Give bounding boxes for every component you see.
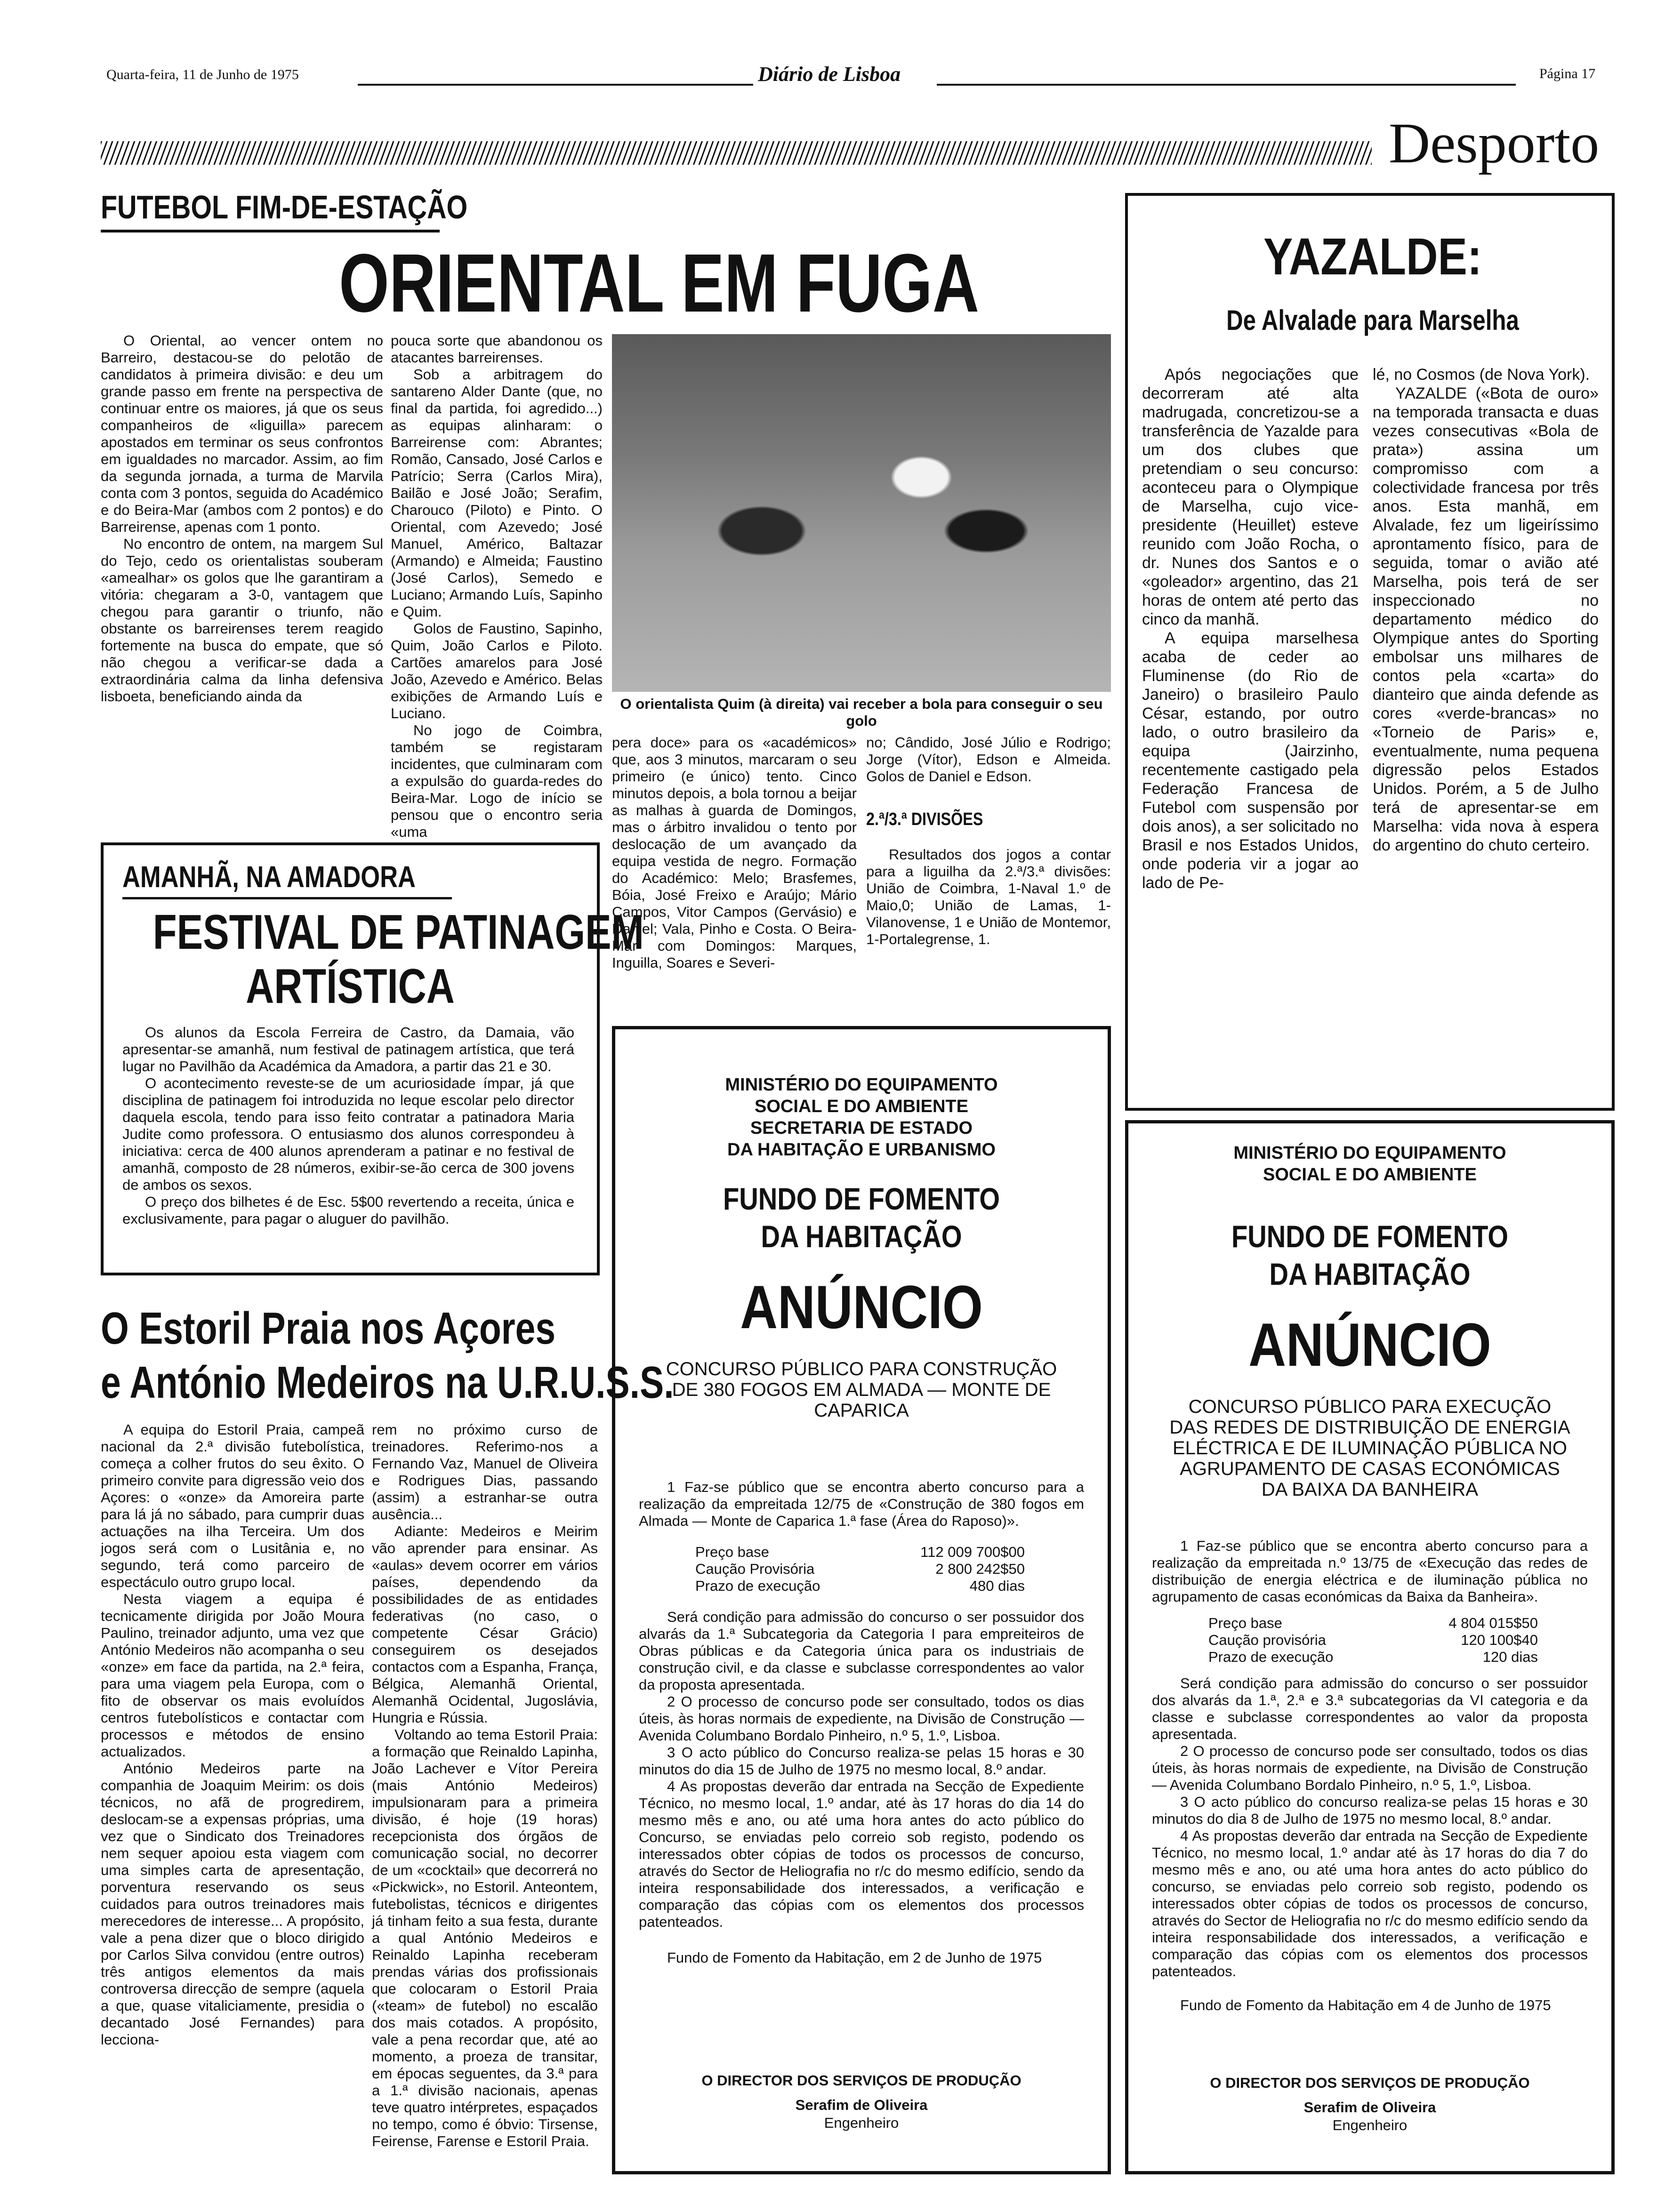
- oriental-column-2: [391, 332, 603, 840]
- festival-kicker: AMANHÃ, NA AMADORA: [122, 860, 416, 894]
- yazalde-subhead: De Alvalade para Marselha: [1226, 305, 1519, 336]
- ad1-title: ANÚNCIO: [740, 1273, 983, 1341]
- oriental-column-4: [866, 734, 1111, 1012]
- oriental-col4-p2: Resultados dos jogos a contar para a liguilha da 2.ª/3.ª divisões: União de Coimbra, 1-Naval 1.º de Maio,0; União de Lamas, 1-Vilanovense, 1 e União de Montemor, 1-Portalegrense, 1.: [866, 846, 1111, 947]
- ad2-concurso-line1: CONCURSO PÚBLICO PARA EXECUÇÃO: [1188, 1396, 1552, 1417]
- ad1-box: [612, 1026, 1111, 2174]
- festival-p2: O acontecimento reveste-se de um acuriosidade ímpar, já que disciplina de patinagem foi introduzida no leque escolar pelo director daquela escola, tendo para isso feito contratar a patinadora Maria Judite como professora. O entusiasmo dos alunos correspondeu à iniciativa: cerca de 400 alunos aprenderam a patinar e no festival de amanhã, composto de 28 números, exibir-se-ão cerca de 300 jovens de ambos os sexos.: [122, 1075, 574, 1193]
- festival-p1: Os alunos da Escola Ferreira de Castro, da Damaia, vão apresentar-se amanhã, num festival de patinagem artística, que terá lugar no Pavilhão da Académica da Amadora, a partir das 21 e 30.: [122, 1024, 574, 1074]
- oriental-column-3: [612, 734, 857, 1012]
- oriental-match-photo: [612, 334, 1111, 692]
- ad1-p1: 1 Faz-se público que se encontra aberto concurso para a realização da empreitada 12/75 de «Construção de 380 fogos em Almada — Monte de Caparica 1.ª fase (Área do Raposo)».: [639, 1479, 1084, 1529]
- yazalde-headline: YAZALDE:: [1263, 228, 1482, 286]
- ad2-price-label: Preço base: [1208, 1615, 1282, 1631]
- section-hatch-band: [101, 141, 1372, 165]
- estoril-col1-p2: Nesta viagem a equipa é tecnicamente dirigida por João Moura Paulino, treinador adjunto, uma vez que António Medeiros não acompanha o seu «onze» em face da partida, na 2.ª feira, para uma viagem pela Europa, com o fito de observar os mais evoluídos centros futebolísticos e contactar com processos e métodos de ensino actualizados.: [101, 1591, 364, 1760]
- festival-box: [101, 842, 644, 1275]
- ad1-p2: Será condição para admissão do concurso o ser possuidor dos alvarás da 1.ª Subcategoria da Categoria I para empreiteiros de Obras públicas e da Categoria única para os industriais de construção civil, e da classe e subclasse correspondentes ao valor da proposta apresentada.: [639, 1609, 1084, 1693]
- ad1-p5: 4 As propostas deverão dar entrada na Secção de Expediente Técnico, no mesmo local, 1.º andar, até às 17 horas do dia 14 do mesmo mês e ano, ou até uma hora antes do acto público do Concurso, se enviadas pelo correio sob registo, podendo os interessados obter cópias de todos os processos de concurso, através do Sector de Heliografia no r/c do mesmo edifício, sendo da inteira responsabilidade dos interessados, a verificação e comparação das cópias com os elementos dos processos patenteados.: [639, 1778, 1084, 1930]
- yazalde-column-2: [1373, 365, 1599, 1057]
- ad2-title: ANÚNCIO: [1248, 1310, 1491, 1379]
- festival-headline-line1: FESTIVAL DE PATINAGEM: [153, 905, 644, 960]
- ad2-signer-title: Engenheiro: [1332, 2117, 1408, 2133]
- ad1-director: O DIRECTOR DOS SERVIÇOS DE PRODUÇÃO: [701, 2072, 1022, 2089]
- ad1-fund-line1: FUNDO DE FOMENTO: [723, 1181, 1000, 1216]
- ad2-director: O DIRECTOR DOS SERVIÇOS DE PRODUÇÃO: [1210, 2075, 1530, 2091]
- ad1-prazo-label: Prazo de execução: [695, 1578, 820, 1594]
- oriental-col1-p2: No encontro de ontem, na margem Sul do Tejo, cedo os orientalistas souberam «amealhar» os golos que lhe garantiram a vitória: chegaram a 3-0, vantagem que chegou para garantir o triunfo, não obstante os barreirenses terem reagido fortemente na busca do empate, que só não chegou a verificar-se dada a extraordinária calma da linha defensiva lisboeta, beneficiando ainda da: [101, 536, 383, 705]
- ad2-p1: 1 Faz-se público que se encontra aberto concurso para a realização da empreitada n.º 13/75 de «Execução das redes de distribuição de energia eléctrica e de iluminação pública no agrupamento de casas económicas da Baixa da Banheira».: [1152, 1538, 1588, 1605]
- ad1-ministry-line2: SOCIAL E DO AMBIENTE: [755, 1097, 968, 1116]
- ad1-caucao-label: Caução Provisória: [695, 1561, 815, 1577]
- ad2-price-value: 4 804 015$50: [1448, 1615, 1538, 1631]
- estoril-col1-p1: A equipa do Estoril Praia, campeã nacional da 2.ª divisão futebolística, começa a colher frutos do seu êxito. O primeiro convite para digressão veio dos Açores: o «onze» da Amoreira parte para lá já no sábado, para cumprir duas actuações na ilha Terceira. Um dos jogos será com o Lusitânia e, no segundo, terá como parceiro de espectáculo outro grupo local.: [101, 1421, 364, 1590]
- ad2-p4: 3 O acto público do concurso realiza-se pelas 15 horas e 30 minutos do dia 8 de Julho de 1975 no mesmo local, 8.º andar.: [1152, 1794, 1588, 1827]
- section-title: Desporto: [1389, 112, 1600, 175]
- masthead-rule-left: [358, 84, 753, 86]
- ad2-p2: Será condição para admissão do concurso o ser possuidor dos alvarás da 1.ª, 2.ª e 3.ª subcategorias da VI categoria e da classe e subclasse correspondentes ao valor da proposta apresentada.: [1152, 1675, 1588, 1742]
- ad2-fund-line2: DA HABITAÇÃO: [1269, 1257, 1471, 1291]
- ad2-prazo-value: 120 dias: [1482, 1649, 1538, 1665]
- ad1-p3: 2 O processo de concurso pode ser consultado, todos os dias úteis, às horas normais de expediente, na Divisão de Construção — Avenida Columbano Bordalo Pinheiro, n.º 5, 1.º, Lisboa.: [639, 1693, 1084, 1744]
- ad2-concurso-line5: DA BAIXA DA BANHEIRA: [1261, 1479, 1479, 1500]
- masthead-rule-right: [937, 84, 1516, 86]
- ad2-signature-block: [1128, 2074, 1611, 2134]
- oriental-col2-p3: Golos de Faustino, Sapinho, Quim, João Carlos e Piloto. Cartões amarelos para José João, Azevedo e Américo. Belas exibições de Armando Luís e Luciano.: [391, 620, 603, 721]
- ad2-date-line: Fundo de Fomento da Habitação em 4 de Junho de 1975: [1180, 1997, 1551, 2013]
- ad2-concurso: [1147, 1396, 1593, 1500]
- yazalde-col1-p1: Após negociações que decorreram até alta madrugada, concretizou-se a transferência de Yazalde para um dos clubes que pretendiam o seu concurso: aconteceu para o Olympique de Marselha, cujo vice-presidente (Heuillet) esteve reunido com João Rocha, o dr. Nunes dos Santos e o «goleador» argentino, das 21 horas de ontem até perto das cinco da manhã.: [1142, 366, 1359, 628]
- ad1-fund: [652, 1180, 1070, 1255]
- festival-body: [122, 1024, 574, 1269]
- estoril-headline-line2: e António Medeiros na U.R.U.S.S.: [101, 1357, 674, 1408]
- divisoes-subhead: 2.ª/3.ª DIVISÕES: [866, 809, 983, 829]
- ad1-ministry-line4: DA HABITAÇÃO E URBANISMO: [727, 1140, 996, 1160]
- estoril-col2-p2: Adiante: Medeiros e Meirim vão aprender para ensinar. As «aulas» devem ocorrer em vários países, dependendo da possibilidades de as entidades federativas (no caso, o competente César Grácio) conseguirem os desejados contactos com a Espanha, França, Bélgica, Alemanhã Oriental, Alemanhã Ocidental, Jugoslávia, Hungria e Rússia.: [372, 1523, 598, 1726]
- ad1-price-value: 112 009 700$00: [920, 1544, 1025, 1560]
- ad2-fund: [1165, 1218, 1575, 1293]
- festival-p3: O preço dos bilhetes é de Esc. 5$00 revertendo a receita, única e exclusivamente, para pagar o aluguer do pavilhão.: [122, 1194, 574, 1227]
- ad1-fund-line2: DA HABITAÇÃO: [761, 1219, 962, 1254]
- ad2-ministry-line2: SOCIAL E DO AMBIENTE: [1263, 1165, 1477, 1185]
- masthead-paper-name: Diário de Lisboa: [758, 63, 901, 86]
- oriental-col2-p1: pouca sorte que abandonou os atacantes barreirenses.: [391, 332, 603, 366]
- ad2-box: [1125, 1120, 1615, 2174]
- oriental-col3-p1: pera doce» para os «académicos» que, aos 3 minutos, marcaram o seu primeiro (e único) tento. Cinco minutos depois, a bola tornou a beijar as malhas à guarda de Domingos, mas o árbitro invalidou o tento por deslocação de um avançado da equipa vestida de negro. Formação do Académico: Melo; Brasfemes, Bóia, José Freixo e Araújo; Mário Campos, Vitor Campos (Gervásio) e Daniel; Vala, Pinho e Costa. O Beira-Mar com Domingos: Marques, Inguilla, Soares e Severi-: [612, 734, 857, 971]
- ad1-ministry-line3: SECRETARIA DE ESTADO: [750, 1118, 973, 1138]
- yazalde-col2-p1: lé, no Cosmos (de Nova York).: [1373, 366, 1590, 384]
- ad2-p5: 4 As propostas deverão dar entrada na Secção de Expediente Técnico, no mesmo local, 1.º andar até às 17 horas do dia 7 do mesmo mês e ano, ou até uma hora antes do acto público do concurso, se enviadas pelo correio sob registo, podendo os interessados obter cópias de todos os processos de concurso, através do Sector de Heliografia no r/c do mesmo edifício sendo da inteira responsabilidade dos interessados, a verificação e comparação das cópias com os elementos dos processos patenteados.: [1152, 1827, 1588, 1980]
- ad1-body: [639, 1479, 1084, 1966]
- oriental-col1-p1: O Oriental, ao vencer ontem no Barreiro, destacou-se do pelotão de candidatos à primeira divisão: e deu um grande passo em frente na perspectiva de continuar entre os maiores, já que os seus companheiros de «liguilla» parecem apostados em terminar os seus confrontos em igualdades no marcador. Assim, ao fim da segunda jornada, a turma de Marvila conta com 3 pontos, seguida do Académico e do Beira-Mar (ambos com 2 pontos) e do Barreirense, apenas com 1 ponto.: [101, 332, 383, 535]
- ad1-concurso-line2: DE 380 FOGOS EM ALMADA — MONTE DE CAPARICA: [672, 1379, 1051, 1421]
- ad1-signer: Serafim de Oliveira: [795, 2097, 928, 2113]
- estoril-column-1: [101, 1421, 364, 2174]
- ad1-ministry: [615, 1074, 1108, 1161]
- masthead-date: Quarta-feira, 11 de Junho de 1975: [106, 67, 299, 82]
- oriental-col2-p4: No jogo de Coimbra, também se registaram incidentes, que culminaram com a expulsão do guarda-redes do Beira-Mar. Logo de início se pensou que o encontro seria «uma: [391, 722, 603, 840]
- ad1-date-line: Fundo de Fomento da Habitação, em 2 de Junho de 1975: [667, 1949, 1042, 1966]
- ad2-concurso-line2: DAS REDES DE DISTRIBUIÇÃO DE ENERGIA: [1169, 1417, 1570, 1438]
- ad2-p3: 2 O processo de concurso pode ser consultado, todos os dias úteis, às horas normais de expediente, na Divisão de Construção — Avenida Columbano Bordalo Pinheiro, n.º 5, 1.º, Lisboa.: [1152, 1743, 1588, 1793]
- oriental-headline: ORIENTAL EM FUGA: [339, 237, 980, 329]
- festival-kicker-underline: [122, 897, 452, 899]
- ad2-concurso-line4: AGRUPAMENTO DE CASAS ECONÓMICAS: [1180, 1459, 1560, 1479]
- ad1-concurso: [643, 1359, 1079, 1421]
- ad2-ministry-line1: MINISTÉRIO DO EQUIPAMENTO: [1233, 1143, 1506, 1163]
- oriental-photo-caption: O orientalista Quim (à direita) vai receber a bola para conseguir o seu golo: [620, 696, 1103, 729]
- festival-headline-line2: ARTÍSTICA: [246, 959, 455, 1014]
- ad2-ministry: [1128, 1142, 1611, 1186]
- ad1-signature-block: [615, 2072, 1108, 2132]
- ad2-body: [1152, 1538, 1588, 2014]
- ad2-caucao-value: 120 100$40: [1461, 1632, 1538, 1648]
- ad1-caucao-value: 2 800 242$50: [935, 1561, 1025, 1577]
- ad2-price-table: [1208, 1615, 1538, 1666]
- yazalde-col2-p2: YAZALDE («Bota de ouro» na temporada transacta e duas vezes consecutivas «Bola de prata») assina um compromisso com a colectividade francesa por três anos. Esta manhã, em Alvalade, fez um ligeiríssimo aprontamento físico, para de seguida, tomar o avião até Marselha, pois terá de ser inspeccionado no departamento médico do Olympique antes do Sporting embolsar uns milhares de contos pela «carta» do dianteiro que ainda defende as cores «verde-brancas» no «Torneio de Paris» e, eventualmente, numa pequena digressão pelos Estados Unidos. Porém, a 5 de Julho terá de apresentar-se em Marselha: vida nova à espera do argentino do chuto certeiro.: [1373, 385, 1599, 854]
- ad2-fund-line1: FUNDO DE FOMENTO: [1231, 1219, 1509, 1254]
- ad2-prazo-label: Prazo de execução: [1208, 1649, 1334, 1665]
- ad1-prazo-value: 480 dias: [969, 1578, 1025, 1594]
- ad2-signer: Serafim de Oliveira: [1303, 2099, 1436, 2116]
- yazalde-column-1: [1142, 365, 1359, 1057]
- oriental-column-1: [101, 332, 383, 831]
- masthead-page-number: Página 17: [1539, 66, 1596, 81]
- estoril-col1-p3: António Medeiros parte na companhia de Joaquim Meirim: os dois técnicos, no afã de progredirem, deslocam-se a expensas próprias, uma vez que o Sindicato dos Treinadores nem sequer apoiou esta viagem com uma simples carta de apresentação, porventura reservando os seus cuidados para outros treinadores mais merecedores de interesse... A propósito, vale a pena dizer que o bloco dirigido por Carlos Silva convidou (entre outros) três antigos elementos da mais controversa direcção de sempre (aquela a que, quase vitaliciamente, presidia o decantado José Fernandes) para lecciona-: [101, 1760, 364, 2048]
- estoril-column-2: [372, 1421, 598, 2174]
- ad2-concurso-line3: ELÉCTRICA E DE ILUMINAÇÃO PÚBLICA NO: [1173, 1438, 1567, 1459]
- estoril-col2-p3: Voltando ao tema Estoril Praia: a formação que Reinaldo Lapinha, João Lachever e Vítor Pereira (mais António Medeiros) impulsionaram para a primeira divisão, é hoje (19 horas) recepcionista dos órgãos de comunicação social, no decorrer de um «cocktail» que decorrerá no «Pickwick», no Estoril. Anteontem, futebolistas, técnicos e dirigentes já tinham feito a sua festa, durante a qual António Medeiros e Reinaldo Lapinha receberam prendas várias dos profissionais que colocaram o Estoril Praia («team» de futebol) no escalão dos mais cotados. A propósito, vale a pena recordar que, até ao momento, a proeza de transitar, em épocas seguentes, da 3.ª para a 1.ª divisão nacionais, apenas teve quatro intérpretes, espaçados no tempo, como é óbvio: Tirsense, Feirense, Farense e Estoril Praia.: [372, 1726, 598, 2149]
- yazalde-col1-p2: A equipa marselhesa acaba de ceder ao Fluminense (do Rio de Janeiro) o brasileiro Paulo César, estando, por outro lado, o outro brasileiro da equipa (Jairzinho, recentemente castigado pela Federação Francesa de Futebol com suspensão por dois anos), a ser solicitado no Brasil e nos Estados Unidos, onde poderia vir a jogar ao lado de Pe-: [1142, 629, 1359, 892]
- oriental-col2-p2: Sob a arbitragem do santareno Alder Dante (que, no final da partida, foi agredido...) as equipas alinharam: o Barreirense com: Abrantes; Romão, Cansado, José Carlos e Patrício; Serra (Carlos Mira), Bailão e José João; Serafim, Charouco (Piloto) e Pinto. O Oriental, com Azevedo; José Manuel, Américo, Baltazar (Armando) e Almeida; Faustino (José Carlos), Semedo e Luciano; Armando Luís, Sapinho e Quim.: [391, 366, 603, 620]
- ad2-caucao-label: Caução provisória: [1208, 1632, 1326, 1648]
- ad1-price-label: Preço base: [695, 1544, 769, 1560]
- estoril-col2-p1: rem no próximo curso de treinadores. Referimo-nos a Fernando Vaz, Manuel de Oliveira e Rodrigues Dias, passando (assim) a estranhar-se outra ausência...: [372, 1421, 598, 1523]
- ad1-ministry-line1: MINISTÉRIO DO EQUIPAMENTO: [725, 1075, 998, 1095]
- ad1-concurso-line1: CONCURSO PÚBLICO PARA CONSTRUÇÃO: [666, 1359, 1057, 1379]
- oriental-kicker-underline: [101, 230, 440, 232]
- ad1-price-table: [695, 1544, 1025, 1595]
- oriental-kicker: FUTEBOL FIM-DE-ESTAÇÃO: [101, 189, 468, 225]
- ad1-signer-title: Engenheiro: [824, 2115, 899, 2131]
- oriental-col4-p1: no; Cândido, José Júlio e Rodrigo; Jorge (Vítor), Edson e Almeida. Golos de Daniel e Edson.: [866, 734, 1111, 785]
- yazalde-box: [1125, 193, 1615, 1111]
- ad1-p4: 3 O acto público do Concurso realiza-se pelas 15 horas e 30 minutos do dia 15 de Julho de 1975 no mesmo local, 8.º andar.: [639, 1744, 1084, 1778]
- estoril-headline-line1: O Estoril Praia nos Açores: [101, 1303, 556, 1354]
